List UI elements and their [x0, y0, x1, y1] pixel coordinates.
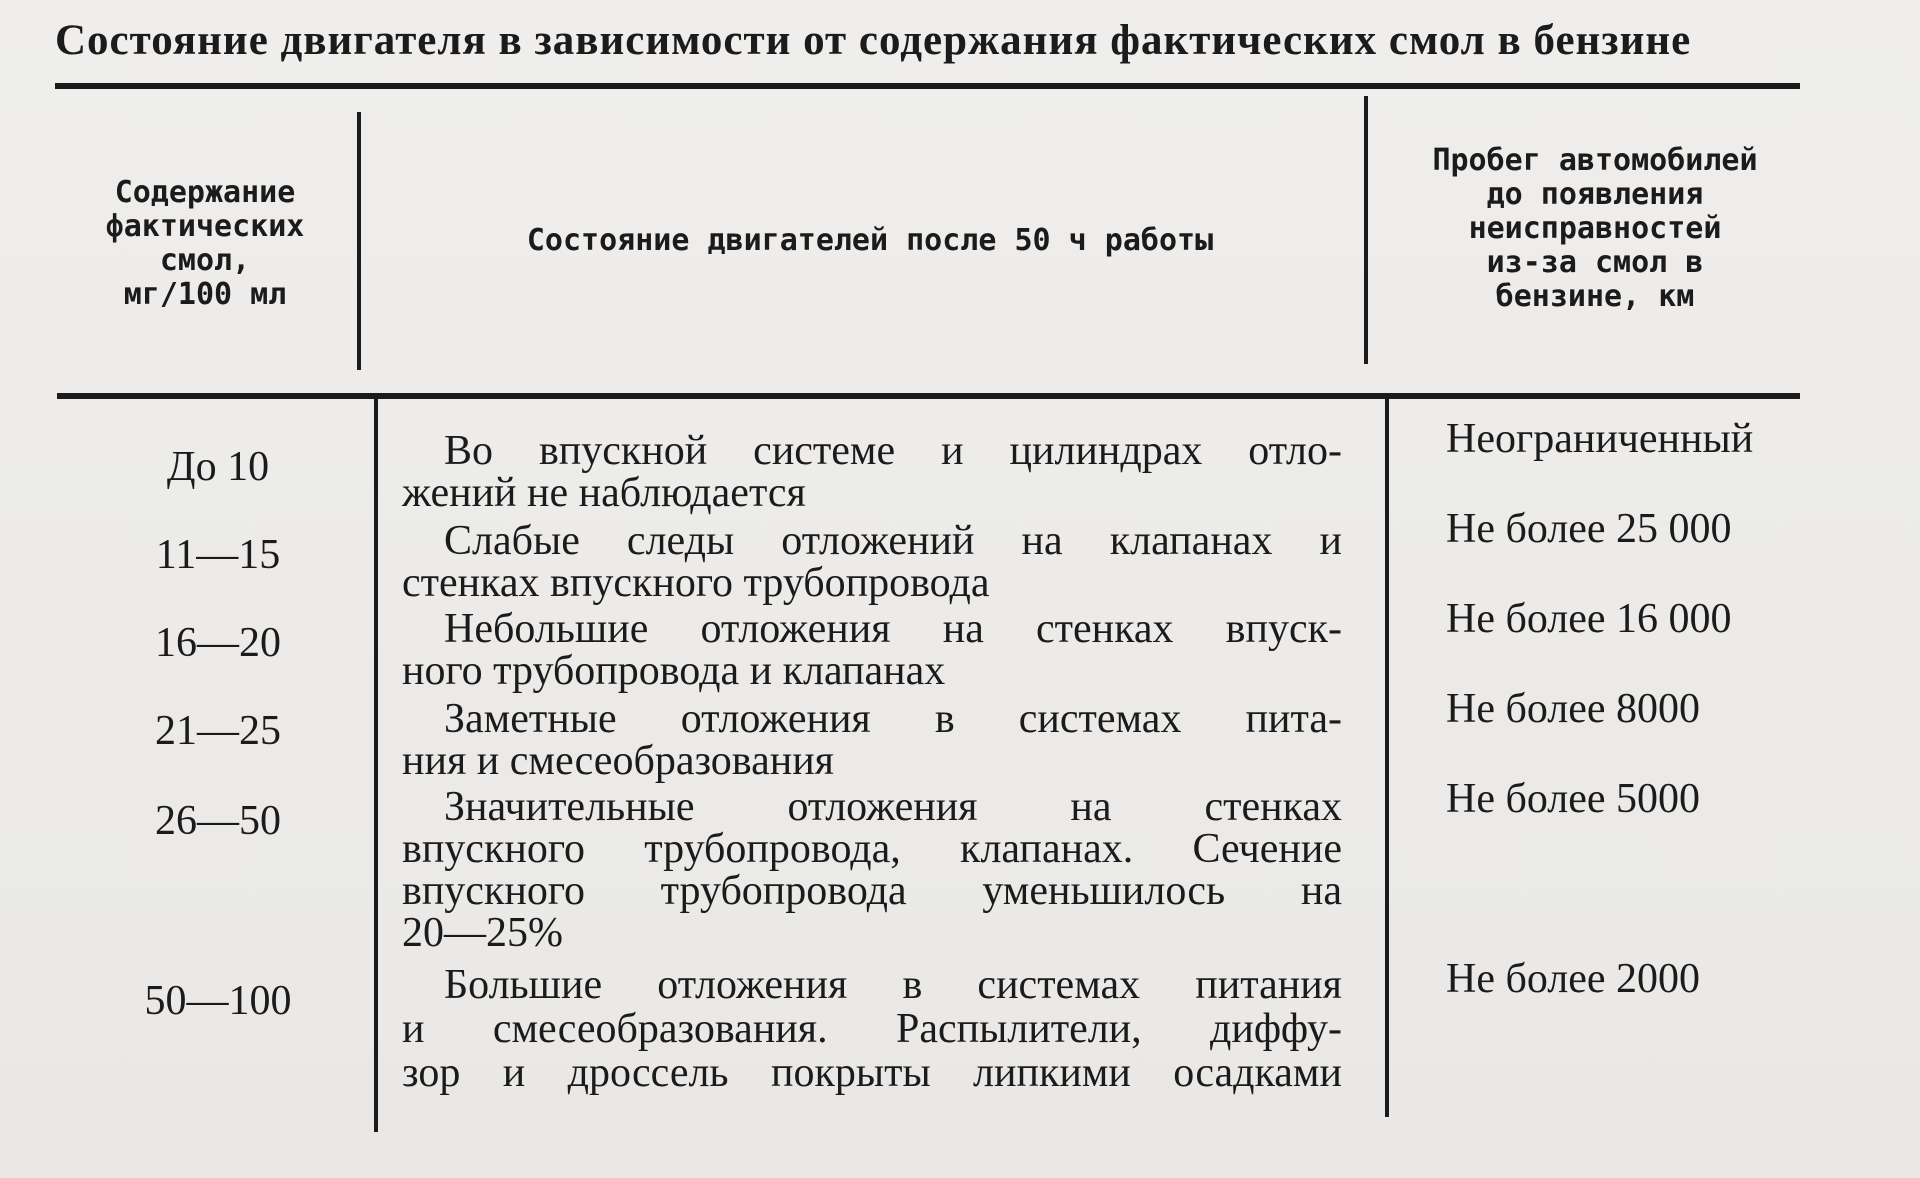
description-line: Небольшие отложения на стенках впуск- — [444, 606, 1342, 652]
engine-condition — [402, 784, 1342, 956]
header-line: бензине, км — [1495, 279, 1695, 314]
table-title: Состояние двигателя в зависимости от содержания фактических смол в бензине — [55, 17, 1692, 64]
header-mileage — [1380, 144, 1810, 314]
column-divider — [1364, 96, 1368, 364]
header-line: смол, — [159, 243, 251, 278]
description-line: Заметные отложения в системах пита- — [444, 696, 1342, 742]
description-line: 20—25% — [402, 910, 563, 956]
header-line: Пробег автомобилей — [1432, 143, 1758, 178]
header-line: Состояние двигателей после 50 ч работы — [526, 223, 1214, 258]
column-divider — [1385, 395, 1389, 1117]
description-line: и смесеобразования. Распылители, диффу- — [402, 1006, 1342, 1052]
header-line: до появления — [1486, 177, 1704, 212]
description-line: ного трубопровода и клапанах — [402, 648, 946, 694]
resin-amount: До 10 — [166, 444, 270, 490]
header-line: фактических — [105, 209, 305, 244]
mileage-value: Не более 8000 — [1446, 686, 1701, 732]
mileage-value: Не более 2000 — [1446, 956, 1701, 1002]
engine-condition — [402, 962, 1342, 1096]
description-line: жений не наблюдается — [402, 470, 806, 516]
resin-amount: 11—15 — [155, 532, 281, 578]
description-line: впускного трубопровода уменьшилось на — [402, 868, 1342, 914]
header-engine-condition — [390, 224, 1350, 258]
description-line: Значительные отложения на стенках — [444, 784, 1342, 830]
engine-condition — [402, 518, 1342, 606]
header-line: неисправностей — [1468, 211, 1722, 246]
mileage-value: Неограниченный — [1446, 416, 1754, 462]
resin-amount: 16—20 — [155, 620, 281, 666]
description-line: Слабые следы отложений на клапанах и — [444, 518, 1342, 564]
resin-amount: 26—50 — [155, 798, 281, 844]
header-line: мг/100 мл — [123, 277, 287, 312]
engine-condition — [402, 606, 1342, 694]
description-line: Большие отложения в системах питания — [444, 962, 1342, 1008]
mileage-value: Не более 25 000 — [1446, 506, 1732, 552]
description-line: зор и дроссель покрыты липкими осадками — [402, 1050, 1342, 1096]
header-line: Содержание — [114, 175, 296, 210]
header-resin-content — [60, 176, 350, 312]
column-divider — [357, 112, 361, 370]
description-line: стенках впускного трубопровода — [402, 560, 990, 606]
header-line: из-за смол в — [1486, 245, 1704, 280]
description-line: Во впускной системе и цилиндрах отло- — [444, 428, 1342, 474]
header-rule — [57, 393, 1800, 399]
column-divider — [374, 395, 378, 1132]
mileage-value: Не более 5000 — [1446, 776, 1701, 822]
resin-amount: 50—100 — [144, 978, 292, 1024]
engine-condition — [402, 428, 1342, 516]
description-line: ния и смесеобразования — [402, 738, 834, 784]
mileage-value: Не более 16 000 — [1446, 596, 1732, 642]
resin-amount: 21—25 — [155, 708, 281, 754]
engine-condition — [402, 696, 1342, 784]
top-rule — [55, 83, 1800, 89]
description-line: впускного трубопровода, клапанах. Сечение — [402, 826, 1342, 872]
